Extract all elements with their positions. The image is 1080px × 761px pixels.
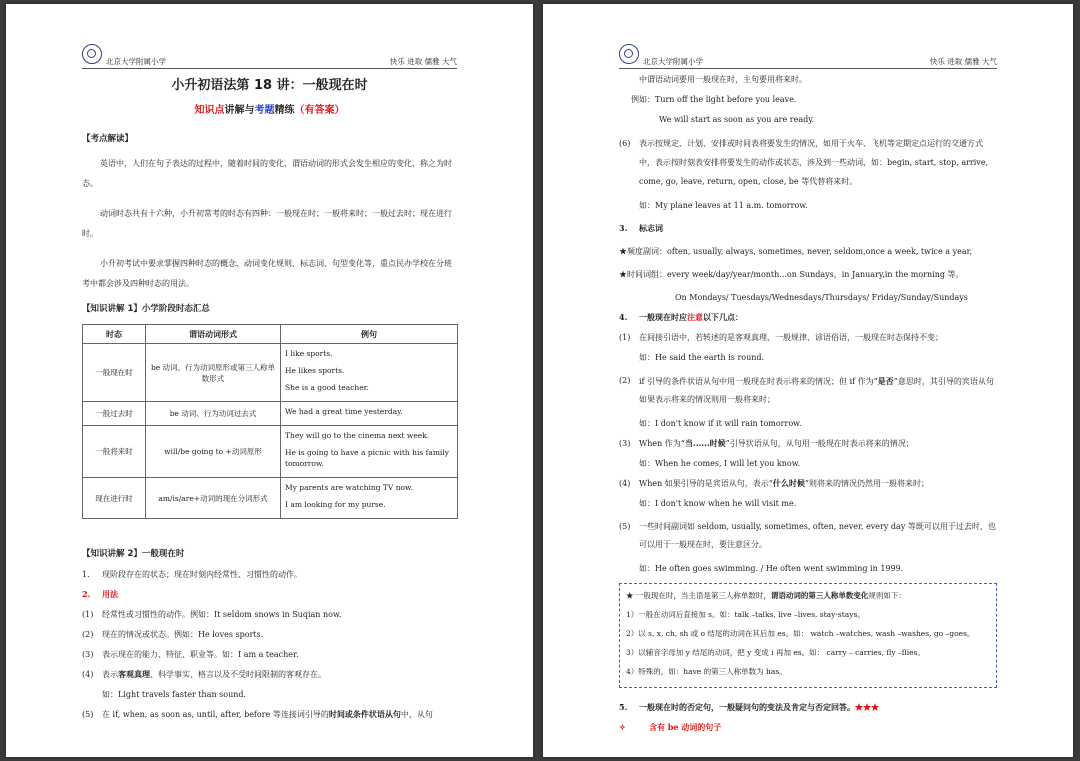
example-line: 如：When he comes, I will let you know. — [639, 459, 801, 468]
example-line: 例如：Turn off the light before you leave. — [631, 95, 797, 104]
page-header — [82, 44, 457, 69]
example-line: We will start as soon as you are ready. — [659, 115, 815, 124]
form-cell: be 动词、行为动词原形或第三人称单数形式 — [146, 344, 281, 402]
school-name: 北京大学附属小学 — [106, 57, 166, 66]
list-item: (2) if 引导的条件状语从句中用一般现在时表示将来的情况；但 if 作为“是否”意思时，其引导的宾语从句如果表示将来的情况则用一般将来时； — [619, 376, 994, 404]
document-page-right — [543, 4, 1073, 757]
school-motto: 快乐 进取 儒雅 大气 — [929, 57, 997, 66]
tense-cell: 一般现在时 — [83, 344, 146, 402]
list-item: (1) 经常性或习惯性的动作。例如：It seldom snows in Suqian now. — [82, 610, 342, 619]
form-cell: be 动词、行为动词过去式 — [146, 402, 281, 426]
example-cell: My parents are watching TV now. I am looking for my purse. — [281, 478, 458, 519]
tense-cell: 一般将来时 — [83, 426, 146, 478]
table-row — [83, 402, 458, 426]
example-line: 如：I don't know if it will rain tomorrow. — [639, 419, 802, 428]
diamond-icon: ✧ — [619, 722, 626, 732]
box-heading: ★ 一般现在时，当主语是第三人称单数时，谓语动词的第三人称单数变化规则如下： — [626, 591, 906, 600]
form-cell: am/is/are+动词的现在分词形式 — [146, 478, 281, 519]
section-heading: 【知识讲解 1】小学阶段时态汇总 — [82, 304, 210, 314]
third-person-rules-box — [619, 583, 997, 688]
paragraph: 中谓语动词要用一般现在时，主句要用将来时。 — [639, 75, 807, 84]
section-heading: 5. 一般现在时的否定句，一般疑问句的变法及肯定与否定回答。★★★ — [619, 702, 879, 712]
list-item: (2) 现在的情况或状态。例如：He loves sports. — [82, 630, 264, 639]
tense-cell: 现在进行时 — [83, 478, 146, 519]
section-heading: 【知识讲解 2】一般现在时 — [82, 549, 185, 559]
example-line: 如：I don't know when he will visit me. — [639, 499, 797, 508]
page-content — [82, 76, 457, 729]
list-item: (6) 表示按规定、计划、安排或时间表将要发生的情况，如用于火车、飞机等定期定点运行的交通方式中，表示按时刻表安排将要发生的动作或状态，涉及到一些动词，如：begin, start, stop, arrive, come, go, leave, return, open, close, be 等代替将来时。 — [619, 139, 989, 186]
list-item: (4) 表示客观真理、科学事实、格言以及不受时间限制的客观存在。 — [82, 669, 326, 679]
example-line: 如：He said the earth is round. — [639, 353, 765, 362]
column-header: 时态 — [83, 325, 146, 344]
list-item: (3) 表示现在的能力、特征、职业等。如：I am a teacher. — [82, 650, 299, 659]
form-cell: will/be going to +动词原形 — [146, 426, 281, 478]
list-item: (3) When 作为“当......时候”引导状语从句，从句用一般现在时表示将来的情况； — [619, 438, 914, 448]
school-logo-icon — [82, 44, 102, 64]
signal-words-frequency: ★频度副词：often, usually, always, sometimes, never, seldom,once a week, twice a year, — [619, 247, 973, 256]
paragraph: 小升初考试中要求掌握四种时态的概念、动词变化规则、标志词、句型变化等，重点民办学校在分班考中都会涉及四种时态的用法。 — [82, 259, 452, 288]
rule-line: 2）以 s, x, ch, sh 或 o 结尾的动词在其后加 es。如： watch –watches, wash –washes, go –goes。 — [626, 629, 975, 638]
table-row — [83, 426, 458, 478]
list-item: (5) 在 if, when, as soon as, until, after, before 等连接词引导的时间或条件状语从句中，从句 — [82, 709, 433, 719]
section-heading: 3. 标志词 — [619, 223, 663, 233]
lesson-title: 小升初语法第 18 讲：一般现在时 — [171, 78, 368, 93]
list-item: (1) 在间接引语中，若转述的是客观真理、一般规律、谚语俗语，一般现在时态保持不变； — [619, 333, 943, 342]
table-header-row — [83, 325, 458, 344]
page-header — [619, 44, 997, 69]
column-header: 谓语动词形式 — [146, 325, 281, 344]
paragraph: 动词时态共有十六种，小升初常考的时态有四种：一般现在时；一般将来时；一般过去时；现在进行时。 — [82, 209, 452, 238]
school-name: 北京大学附属小学 — [643, 57, 703, 66]
star-rating: ★★★ — [855, 702, 879, 712]
lesson-subtitle: 知识点讲解与考题精练（有答案） — [194, 105, 345, 116]
example-line: 如：Light travels faster than sound. — [102, 690, 247, 699]
list-item: (5) 一些时间副词如 seldom, usually, sometimes, often, never, every day 等既可以用于过去时，也可以用于一般现在时，要注意区分。 — [619, 522, 996, 549]
signal-words-days: On Mondays/ Tuesdays/Wednesdays/Thursdays/ Friday/Sunday/Sundays — [675, 293, 968, 302]
example-line: 如：My plane leaves at 11 a.m. tomorrow. — [639, 201, 808, 210]
list-item: (4) When 如果引导的是宾语从句，表示“什么时候”则将来的情况仍然用一般将来时； — [619, 478, 929, 488]
table-row — [83, 344, 458, 402]
signal-words-time: ★时间词组：every week/day/year/month...on Sundays，in January,in the morning 等。 — [619, 270, 964, 279]
page-content — [619, 74, 997, 742]
school-motto: 快乐 进取 儒雅 大气 — [389, 57, 457, 66]
section-heading: 【考点解读】 — [82, 134, 134, 144]
column-header: 例句 — [281, 325, 458, 344]
rule-line: 3）以辅音字母加 y 结尾的动词，把 y 变成 i 再加 es。如： carry – carries, fly –flies。 — [626, 648, 925, 657]
school-logo-icon — [619, 44, 639, 64]
rule-line: 1）一般在动词后直接加 s。如：talk –talks, live –lives, stay-stays。 — [626, 610, 865, 619]
table-row — [83, 478, 458, 519]
example-cell: They will go to the cinema next week. He is going to have a picnic with his family tomorrow. — [281, 426, 458, 478]
document-page-left — [6, 4, 533, 757]
example-cell: We had a great time yesterday. — [281, 402, 458, 426]
paragraph: 英语中，人们在句子表达的过程中，随着时间的变化，谓语动词的形式会发生相应的变化，称之为时态。 — [82, 159, 452, 188]
tense-cell: 一般过去时 — [83, 402, 146, 426]
list-item: 2. 用法 — [82, 589, 118, 599]
list-item: 1. 现阶段存在的状态；现在时刻内经常性、习惯性的动作。 — [82, 570, 302, 579]
section-heading: 4. 一般现在时应注意以下几点： — [619, 312, 743, 322]
rule-line: 4）特殊的，如：have 的第三人称单数为 has。 — [626, 667, 787, 676]
example-cell: I like sports. He likes sports. She is a good teacher. — [281, 344, 458, 402]
tense-summary-table — [82, 324, 458, 519]
example-line: 如：He often goes swimming. / He often went swimming in 1999. — [639, 564, 904, 573]
subsection-heading: ✧ 含有 be 动词的句子 — [619, 722, 722, 732]
